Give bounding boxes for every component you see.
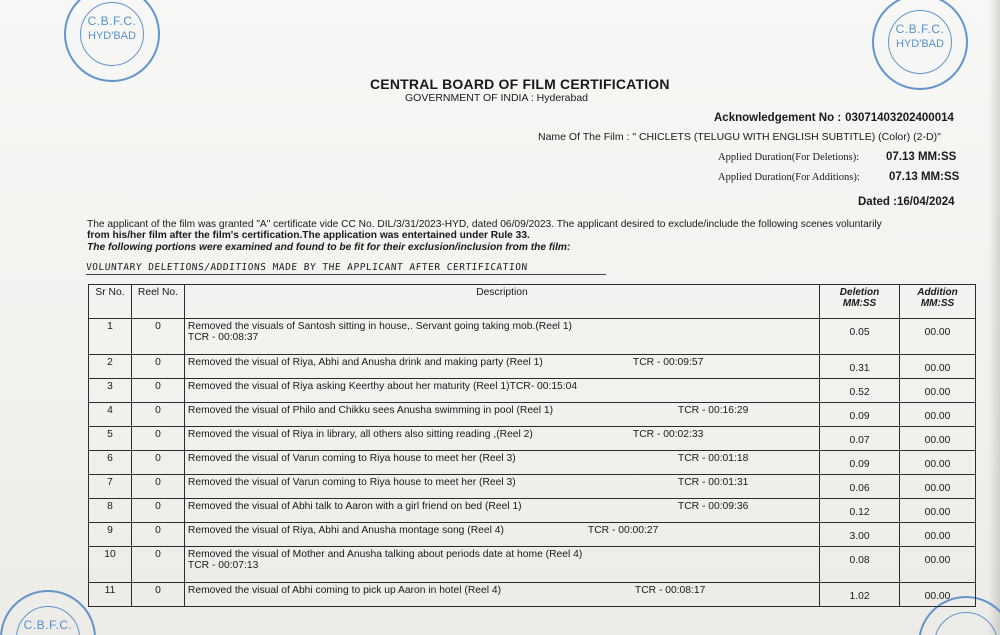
cell-sr-no: 8: [89, 499, 132, 523]
description-text: Removed the visual of Riya, Abhi and Anusha montage song (Reel 4): [187, 525, 504, 536]
cell-description: [184, 355, 819, 379]
cell-reel-no: 0: [131, 451, 184, 475]
timecode-text: TCR - 00:16:29: [677, 405, 749, 416]
stamp-text-line1: C.B.F.C.: [87, 14, 137, 28]
stamp-text-line1: C.B.F.C.: [895, 22, 945, 36]
cell-deletion: 0.09: [820, 451, 900, 475]
applied-additions: [718, 171, 960, 183]
deletions-table: [88, 284, 976, 607]
description-text: Removed the visual of Riya, Abhi and Anusha drink and making party (Reel 1): [187, 357, 543, 368]
cell-sr-no: 9: [89, 523, 132, 547]
cell-sr-no: 5: [89, 427, 132, 451]
cell-sr-no: 7: [89, 475, 132, 499]
acknowledgement-number: [714, 112, 954, 124]
section-heading-underline: [86, 274, 606, 275]
applied-additions-value: 07.13 MM:SS: [889, 171, 960, 183]
cell-addition: 00.00: [900, 547, 976, 583]
cell-deletion: 0.07: [820, 427, 900, 451]
header-addition: Addition MM:SS: [900, 285, 976, 319]
cbfc-stamp-top-left: [64, 0, 160, 82]
cell-sr-no: 6: [89, 451, 132, 475]
cell-reel-no: 0: [131, 583, 184, 607]
cell-addition: 00.00: [900, 403, 976, 427]
timecode-text: TCR - 00:09:57: [632, 357, 704, 368]
cell-description: [184, 523, 819, 547]
description-text: Removed the visual of Abhi coming to pick up Aaron in hotel (Reel 4): [187, 585, 502, 596]
table-row: [89, 379, 976, 403]
timecode-text: TCR - 00:08:17: [634, 585, 706, 596]
description-text: Removed the visual of Riya asking Keerthy about her maturity (Reel 1)TCR- 00:15:04: [187, 381, 578, 392]
cell-addition: 00.00: [900, 427, 976, 451]
cell-reel-no: 0: [131, 499, 184, 523]
cell-sr-no: 2: [89, 355, 132, 379]
header-description: Description: [184, 285, 819, 319]
cell-reel-no: 0: [131, 427, 184, 451]
table-row: [89, 427, 976, 451]
timecode-text: TCR - 00:02:33: [632, 429, 704, 440]
section-heading: VOLUNTARY DELETIONS/ADDITIONS MADE BY THE APPLICANT AFTER CERTIFICATION: [85, 262, 528, 273]
stamp-text-line2: HYD'BAD: [896, 38, 944, 50]
table-row: [89, 475, 976, 499]
table-row: [89, 499, 976, 523]
description-text: Removed the visual of Mother and Anusha talking about periods date at home (Reel 4): [187, 549, 583, 560]
cell-addition: 00.00: [900, 499, 976, 523]
cell-deletion: 0.09: [820, 403, 900, 427]
body-paragraph-line3: The following portions were examined and found to be fit for their exclusion/inclusion from the film:: [87, 242, 571, 253]
date-line: Dated :16/04/2024: [858, 196, 955, 208]
cell-deletion: 0.31: [820, 355, 900, 379]
cell-deletion: 0.06: [820, 475, 900, 499]
cell-description: [184, 583, 819, 607]
table-header-row: [89, 285, 976, 319]
cell-deletion: 0.08: [820, 547, 900, 583]
cell-addition: 00.00: [900, 583, 976, 607]
cell-description: [184, 499, 819, 523]
page-subtitle: GOVERNMENT OF INDIA : Hyderabad: [405, 92, 589, 104]
cell-reel-no: 0: [131, 355, 184, 379]
applied-deletions: [718, 151, 957, 163]
cell-sr-no: 4: [89, 403, 132, 427]
table-row: [89, 319, 976, 355]
table-row: [89, 451, 976, 475]
cell-description: [184, 319, 819, 355]
cell-addition: 00.00: [900, 379, 976, 403]
table-row: [89, 355, 976, 379]
cell-deletion: 3.00: [820, 523, 900, 547]
page-title: CENTRAL BOARD OF FILM CERTIFICATION: [370, 76, 670, 92]
cell-reel-no: 0: [131, 319, 184, 355]
header-deletion: Deletion MM:SS: [820, 285, 900, 319]
cbfc-stamp-top-right: [872, 0, 968, 90]
description-text: Removed the visual of Philo and Chikku sees Anusha swimming in pool (Reel 1): [187, 405, 554, 416]
cell-reel-no: 0: [131, 523, 184, 547]
cell-deletion: 0.52: [820, 379, 900, 403]
table-row: [89, 403, 976, 427]
cell-reel-no: 0: [131, 403, 184, 427]
stamp-text-line2: HYD'BAD: [88, 30, 136, 42]
ack-value: 03071403202400014: [845, 112, 954, 124]
timecode-text: TCR - 00:01:31: [677, 477, 749, 488]
cell-sr-no: 11: [89, 583, 132, 607]
stamp-text-line1: C.B.F.C.: [23, 618, 73, 632]
cell-sr-no: 1: [89, 319, 132, 355]
description-text: Removed the visual of Varun coming to Riya house to meet her (Reel 3): [187, 453, 516, 464]
cell-description: [184, 427, 819, 451]
description-text: Removed the visual of Abhi talk to Aaron with a girl friend on bed (Reel 1): [187, 501, 522, 512]
cell-sr-no: 10: [89, 547, 132, 583]
cell-description: [184, 403, 819, 427]
timecode-text: TCR - 00:00:27: [587, 525, 659, 536]
timecode-text: TCR - 00:09:36: [677, 501, 749, 512]
cell-description: [184, 379, 819, 403]
cell-description: [184, 451, 819, 475]
cell-reel-no: 0: [131, 379, 184, 403]
table-row: [89, 547, 976, 583]
cell-sr-no: 3: [89, 379, 132, 403]
description-text: Removed the visuals of Santosh sitting in house,. Servant going taking mob.(Reel 1): [187, 321, 572, 332]
cell-deletion: 1.02: [820, 583, 900, 607]
applied-deletions-label: Applied Duration(For Deletions):: [718, 152, 860, 163]
description-text: Removed the visual of Riya in library, all others also sitting reading ,(Reel 2): [187, 429, 533, 440]
timecode-text: TCR - 00:08:37: [187, 332, 259, 343]
cell-deletion: 0.05: [820, 319, 900, 355]
cell-description: [184, 547, 819, 583]
timecode-text: TCR - 00:07:13: [187, 560, 259, 571]
header-reel-no: Reel No.: [131, 285, 184, 319]
cell-addition: 00.00: [900, 523, 976, 547]
table-row: [89, 523, 976, 547]
header-sr-no: Sr No.: [89, 285, 132, 319]
cell-reel-no: 0: [131, 475, 184, 499]
cell-addition: 00.00: [900, 475, 976, 499]
body-paragraph-line1: The applicant of the film was granted "A" certificate vide CC No. DIL/3/31/2023-HYD, dated 06/09/2023. The applicant desired to exclude/include the following scenes voluntarily: [87, 219, 882, 230]
timecode-text: TCR - 00:01:18: [677, 453, 749, 464]
description-text: Removed the visual of Varun coming to Riya house to meet her (Reel 3): [187, 477, 516, 488]
cell-addition: 00.00: [900, 355, 976, 379]
table-row: [89, 583, 976, 607]
cell-deletion: 0.12: [820, 499, 900, 523]
cell-addition: 00.00: [900, 451, 976, 475]
cbfc-stamp-bottom-left: [0, 590, 96, 635]
body-paragraph-line2: from his/her film after the film's certification.The application was entertained under Rule 33.: [87, 230, 530, 241]
cell-reel-no: 0: [131, 547, 184, 583]
applied-additions-label: Applied Duration(For Additions):: [718, 172, 860, 183]
ack-label: Acknowledgement No :: [714, 112, 842, 124]
applied-deletions-value: 07.13 MM:SS: [886, 151, 957, 163]
cell-addition: 00.00: [900, 319, 976, 355]
cell-description: [184, 475, 819, 499]
page-edge-shadow: [988, 0, 1000, 635]
film-name: Name Of The Film : " CHICLETS (TELUGU WITH ENGLISH SUBTITLE) (Color) (2-D)": [538, 131, 941, 143]
